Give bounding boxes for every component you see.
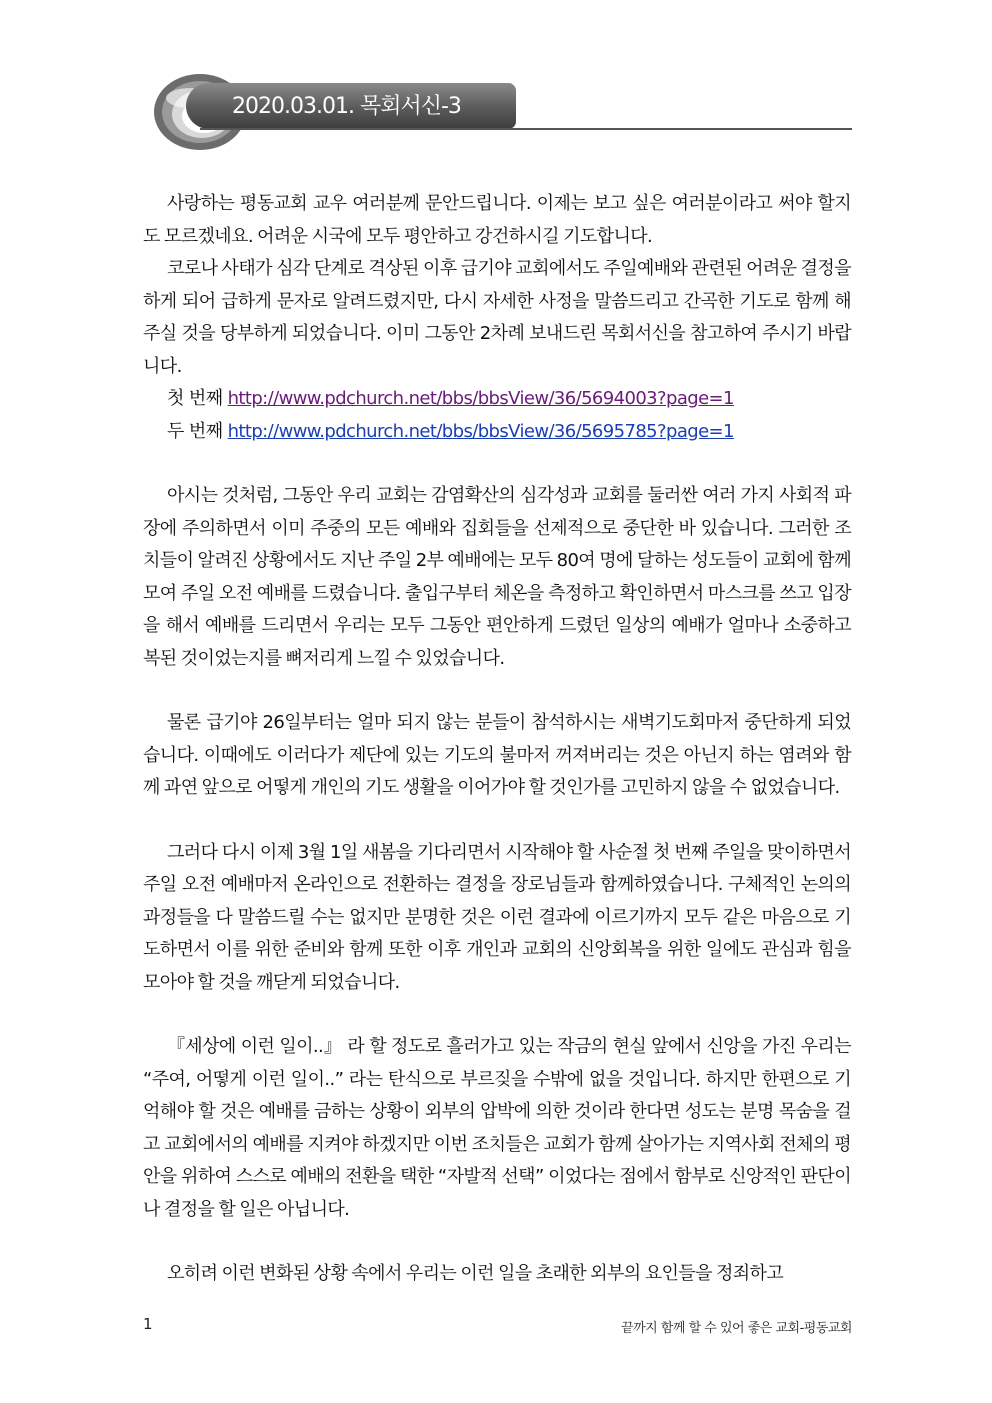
paragraph-continuation: 오히려 이런 변화된 상황 속에서 우리는 이런 일을 초래한 외부의 요인들을 정죄하고: [167, 1263, 784, 1284]
spacer: [143, 448, 851, 480]
spacer: [143, 675, 851, 707]
link-first-letter[interactable]: http://www.pdchurch.net/bbs/bbsView/36/5694003?page=1: [227, 388, 734, 409]
paragraph-online-worship: 그러다 다시 이제 3월 1일 새봄을 기다리면서 시작해야 할 사순절 첫 번째 주일을 맞이하면서 주일 오전 예배마저 온라인으로 전환하는 결정을 장로님들과 함께하였습니다. 구체적인 논의의 과정들을 다 말씀드릴 수는 없지만 분명한 것은 이런 결과에 이르기까지 모두 같은 마음으로 기도하면서 이를 위한 준비와 함께 또한 이후 개인과 교회의 신앙회복을 위한 일에도 관심과 힘을 모아야 할 것을 깨닫게 되었습니다.: [143, 841, 851, 993]
paragraph-dawn-prayer: 물론 급기야 26일부터는 얼마 되지 않는 분들이 참석하시는 새벽기도회마저 중단하게 되었습니다. 이때에도 이러다가 제단에 있는 기도의 불마저 꺼져버리는 것은 아닌지 하는 염려와 함께 과연 앞으로 어떻게 개인의 기도 생활을 이어가야 할 것인가를 고민하지 않을 수 없었습니다.: [143, 712, 851, 798]
paragraph-greeting: 사랑하는 평동교회 교우 여러분께 문안드립니다. 이제는 보고 싶은 여러분이라고 써야 할지도 모르겠네요. 어려운 시국에 모두 평안하고 강건하시길 기도합니다.: [143, 193, 851, 247]
paragraph-decision: 코로나 사태가 심각 단계로 격상된 이후 급기야 교회에서도 주일예배와 관련된 어려운 결정을 하게 되어 급하게 문자로 알려드렸지만, 다시 자세한 사정을 말씀드리고 간곡한 기도로 함께 해주실 것을 당부하게 되었습니다. 이미 그동안 2차례 보내드린 목회서신을 참고하여 주시기 바랍니다.: [143, 258, 851, 377]
paragraph-voluntary-choice: 『세상에 이런 일이..』 라 할 정도로 흘러가고 있는 작금의 현실 앞에서 신앙을 가진 우리는 “주여, 어떻게 이런 일이..” 라는 탄식으로 부르짖을 수밖에 없을 것입니다. 하지만 한편으로 기억해야 할 것은 예배를 금하는 상황이 외부의 압박에 의한 것이라 한다면 성도는 분명 목숨을 걸고 교회에서의 예배를 지켜야 하겠지만 이번 조치들은 교회가 함께 살아가는 지역사회 전체의 평안을 위하여 스스로 예배의 전환을 택한 “자발적 선택” 이었다는 점에서 함부로 신앙적인 판단이나 결정을 할 일은 아닙니다.: [143, 1036, 851, 1220]
link-second-letter[interactable]: http://www.pdchurch.net/bbs/bbsView/36/5695785?page=1: [227, 420, 734, 442]
paragraph-worship-measures: 아시는 것처럼, 그동안 우리 교회는 감염확산의 심각성과 교회를 둘러싼 여러 가지 사회적 파장에 주의하면서 이미 주중의 모든 예배와 집회들을 선제적으로 중단한 바 있습니다. 그러한 조치들이 알려진 상황에서도 지난 주일 2부 예배에는 모두 80여 명에 달하는 성도들이 교회에 함께 모여 주일 오전 예배를 드렸습니다. 출입구부터 체온을 측정하고 확인하면서 마스크를 쓰고 입장을 해서 예배를 드리면서 우리는 모두 그동안 편안하게 드렸던 일상의 예배가 얼마나 소중하고 복된 것이었는지를 뼈저리게 느낄 수 있었습니다.: [143, 485, 851, 669]
link-row-first: [143, 383, 851, 416]
spacer: [143, 1226, 851, 1258]
spacer: [143, 999, 851, 1031]
footer-caption: 끝까지 함께 할 수 있어 좋은 교회-평동교회: [621, 1321, 852, 1336]
page-number: 1: [143, 1315, 153, 1333]
link-first-label: 첫 번째: [167, 388, 223, 409]
link-row-second: [143, 416, 851, 449]
page-title: 2020.03.01. 목회서신-3: [232, 94, 461, 119]
letter-body: [143, 188, 851, 1291]
spacer: [143, 805, 851, 837]
header-divider: [200, 128, 852, 130]
link-second-label: 두 번째: [167, 420, 223, 442]
